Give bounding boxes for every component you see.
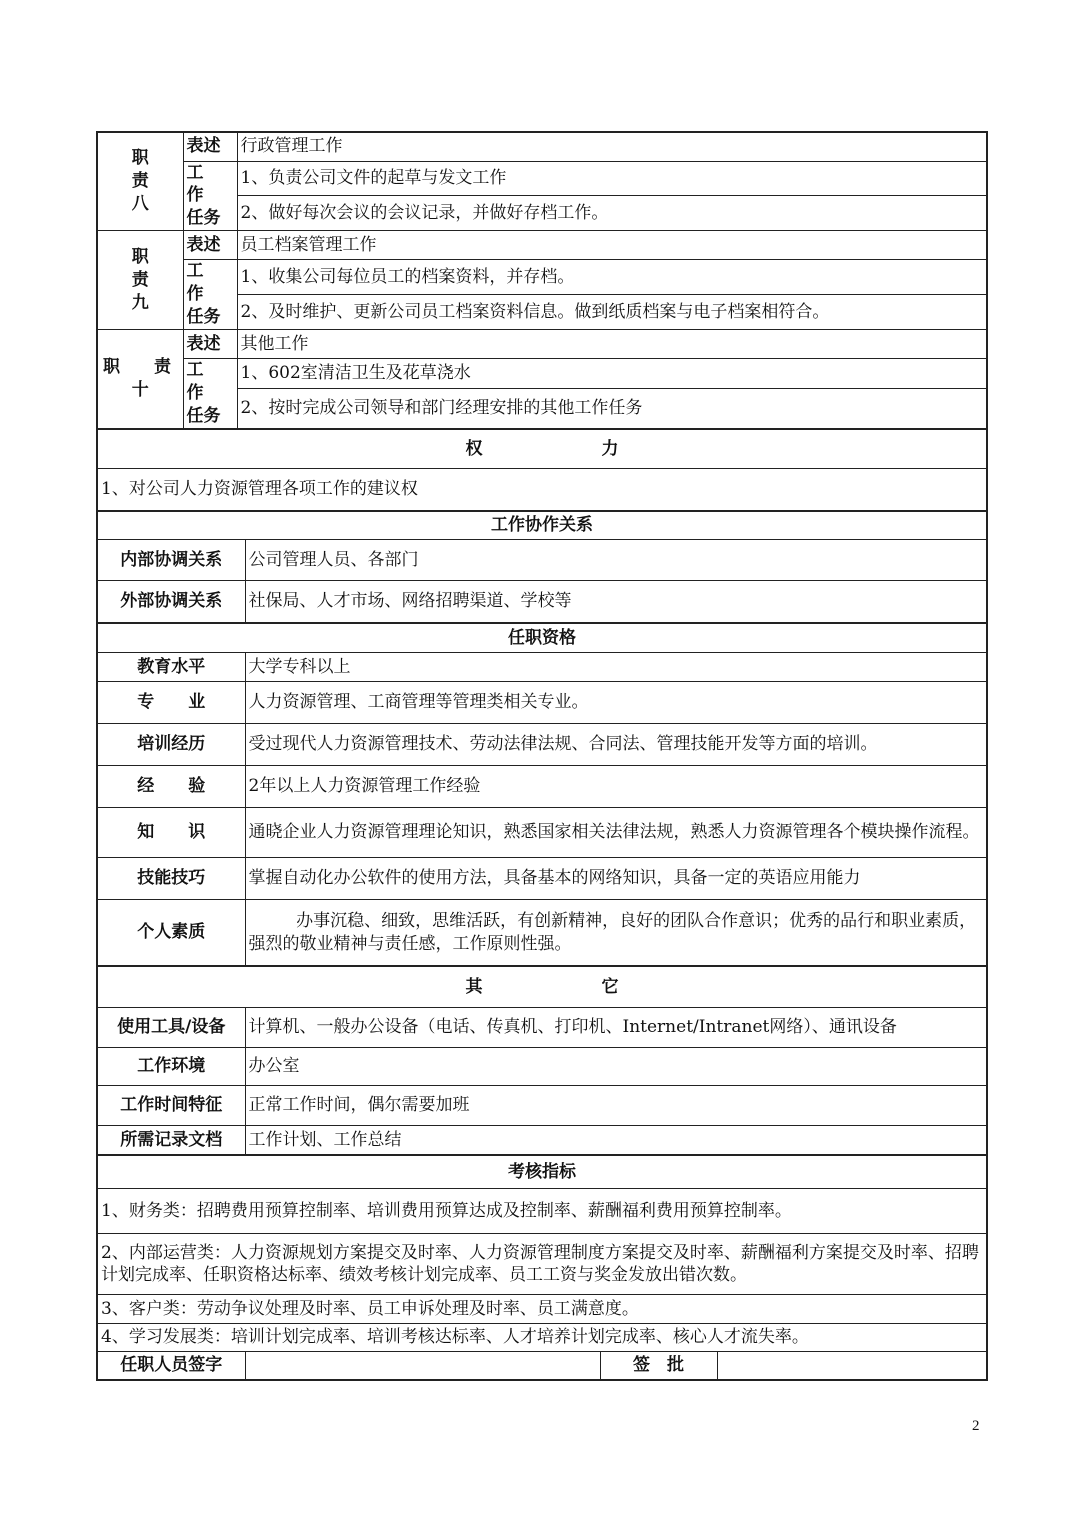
education-value: 大学专科以上 (245, 653, 987, 682)
external-coordination-label: 外部协调关系 (97, 581, 245, 623)
job-description-table (96, 131, 988, 1381)
work-environment-value: 办公室 (245, 1048, 987, 1086)
duty-8-label: 职 责 八 (97, 132, 183, 231)
duty-10-desc-row (97, 330, 987, 359)
work-time-label: 工作时间特征 (97, 1086, 245, 1126)
approval-label: 签 批 (600, 1352, 717, 1380)
external-coordination-value: 社保局、人才市场、网络招聘渠道、学校等 (245, 581, 987, 623)
other-section-title: 其 它 (97, 966, 987, 1008)
duty-9-desc-row (97, 231, 987, 260)
duty-9-label: 职 责 九 (97, 231, 183, 330)
duty-10-task-1: 1、602室清洁卫生及花草浇水 (237, 359, 987, 389)
records-label: 所需记录文档 (97, 1126, 245, 1155)
kpi-section-title: 考核指标 (97, 1155, 987, 1189)
duty-9-task-label: 工 作 任务 (183, 260, 237, 330)
cooperation-section-title: 工作协作关系 (97, 511, 987, 540)
duty-8-task-1: 1、负责公司文件的起草与发文工作 (237, 161, 987, 196)
experience-value: 2年以上人力资源管理工作经验 (245, 766, 987, 808)
duty-9-task-2: 2、及时维护、更新公司员工档案资料信息。做到纸质档案与电子档案相符合。 (237, 295, 987, 330)
duty-8-task-2: 2、做好每次会议的会议记录，并做好存档工作。 (237, 196, 987, 231)
duty-10-desc-label: 表述 (183, 330, 237, 359)
major-label: 专 业 (97, 682, 245, 724)
duty-10-desc: 其他工作 (237, 330, 987, 359)
knowledge-label: 知 识 (97, 808, 245, 858)
power-section-title: 权 力 (97, 429, 987, 469)
duty-8-desc-label: 表述 (183, 132, 237, 161)
duty-9-desc-label: 表述 (183, 231, 237, 260)
kpi-item-4: 4、学习发展类：培训计划完成率、培训考核达标率、人才培养计划完成率、核心人才流失率。 (97, 1324, 987, 1352)
duty-10-label: 职 责 十 (97, 330, 183, 429)
kpi-item-3: 3、客户类：劳动争议处理及时率、员工申诉处理及时率、员工满意度。 (97, 1295, 987, 1324)
education-label: 教育水平 (97, 653, 245, 682)
training-value: 受过现代人力资源管理技术、劳动法律法规、合同法、管理技能开发等方面的培训。 (245, 724, 987, 766)
duty-9-task-1: 1、收集公司每位员工的档案资料，并存档。 (237, 260, 987, 295)
skills-label: 技能技巧 (97, 858, 245, 900)
approval-field[interactable] (717, 1352, 987, 1380)
staff-signature-label: 任职人员签字 (97, 1352, 245, 1380)
tools-label: 使用工具/设备 (97, 1008, 245, 1048)
knowledge-value: 通晓企业人力资源管理理论知识，熟悉国家相关法律法规，熟悉人力资源管理各个模块操作流程。 (245, 808, 987, 858)
kpi-item-2: 2、内部运营类：人力资源规划方案提交及时率、人力资源管理制度方案提交及时率、薪酬福利方案提交及时率、招聘计划完成率、任职资格达标率、绩效考核计划完成率、员工工资与奖金发放出错次数。 (97, 1234, 987, 1295)
duty-8-task-row (97, 161, 987, 196)
duty-8-desc: 行政管理工作 (237, 132, 987, 161)
tools-value: 计算机、一般办公设备（电话、传真机、打印机、Internet/Intranet网络）、通讯设备 (245, 1008, 987, 1048)
duty-8-task-label: 工 作 任务 (183, 161, 237, 231)
internal-coordination-label: 内部协调关系 (97, 540, 245, 581)
qualifications-section-title: 任职资格 (97, 623, 987, 653)
kpi-item-1: 1、财务类：招聘费用预算控制率、培训费用预算达成及控制率、薪酬福利费用预算控制率。 (97, 1189, 987, 1234)
major-value: 人力资源管理、工商管理等管理类相关专业。 (245, 682, 987, 724)
work-environment-label: 工作环境 (97, 1048, 245, 1086)
personal-quality-value: 办事沉稳、细致，思维活跃，有创新精神，良好的团队合作意识；优秀的品行和职业素质，强烈的敬业精神与责任感，工作原则性强。 (245, 900, 987, 966)
duty-8-desc-row (97, 132, 987, 161)
page-number: 2 (972, 1418, 980, 1434)
duty-10-task-label: 工 作 任务 (183, 359, 237, 429)
staff-signature-field[interactable] (245, 1352, 600, 1380)
personal-quality-label: 个人素质 (97, 900, 245, 966)
training-label: 培训经历 (97, 724, 245, 766)
internal-coordination-value: 公司管理人员、各部门 (245, 540, 987, 581)
experience-label: 经 验 (97, 766, 245, 808)
power-item-1: 1、对公司人力资源管理各项工作的建议权 (97, 469, 987, 511)
records-value: 工作计划、工作总结 (245, 1126, 987, 1155)
duty-10-task-2: 2、按时完成公司领导和部门经理安排的其他工作任务 (237, 389, 987, 429)
skills-value: 掌握自动化办公软件的使用方法，具备基本的网络知识，具备一定的英语应用能力 (245, 858, 987, 900)
work-time-value: 正常工作时间，偶尔需要加班 (245, 1086, 987, 1126)
duty-9-desc: 员工档案管理工作 (237, 231, 987, 260)
